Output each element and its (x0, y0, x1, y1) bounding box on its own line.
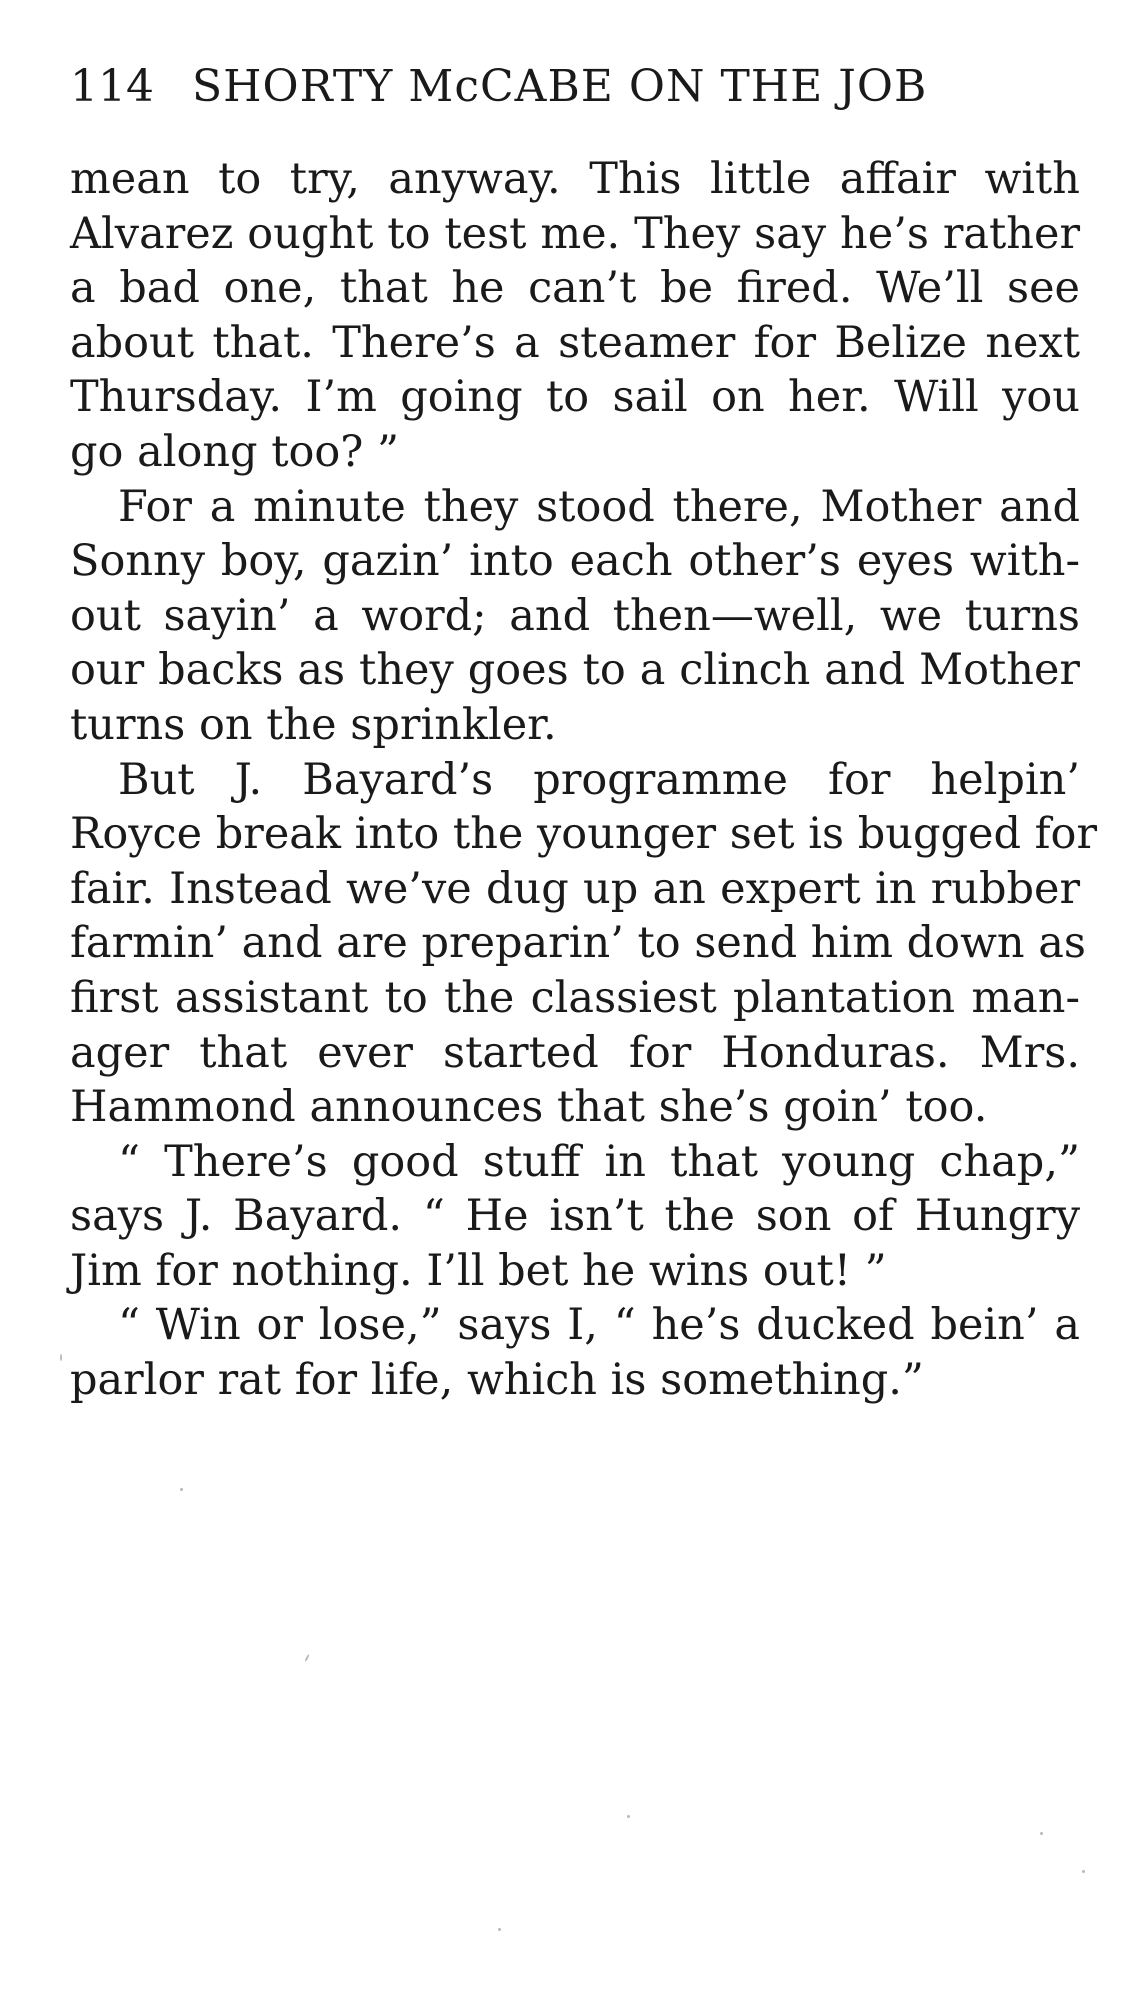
scan-speck (60, 1354, 62, 1361)
text-line: farmin’ and are preparin’ to send him down as (70, 918, 1086, 969)
text-line: Alvarez ought to test me. They say he’s rather (70, 208, 1080, 259)
text-line: first assistant to the classiest plantation man- (70, 972, 1080, 1023)
scan-speck (627, 1815, 630, 1818)
scan-speck (498, 1928, 501, 1931)
text-line: But J. Bayard’s programme for helpin’ (118, 754, 1080, 805)
text-line: go along too? ” (70, 426, 400, 477)
text-line: For a minute they stood there, Mother and (118, 481, 1080, 532)
text-line: ager that ever started for Honduras. Mrs. (70, 1027, 1080, 1078)
text-line: fair. Instead we’ve dug up an expert in rubber (70, 863, 1080, 914)
text-line: Hammond announces that she’s goin’ too. (70, 1082, 988, 1133)
scan-speck (304, 1654, 310, 1662)
text-line: Royce break into the younger set is bugged for (70, 809, 1098, 860)
text-line: Thursday. I’m going to sail on her. Will you (70, 372, 1080, 423)
text-line: out sayin’ a word; and then—well, we turns (70, 590, 1080, 641)
text-line: Jim for nothing. I’ll bet he wins out! ” (70, 1245, 887, 1296)
text-line: mean to try, anyway. This little affair with (70, 154, 1080, 204)
text-line: says J. Bayard. “ He isn’t the son of Hungry (70, 1191, 1080, 1242)
page-body (70, 152, 1098, 1408)
text-line: about that. There’s a steamer for Belize next (70, 317, 1080, 368)
running-title: SHORTY McCABE ON THE JOB (191, 61, 928, 112)
text-line: Sonny boy, gazin’ into each other’s eyes with- (70, 536, 1080, 587)
scan-speck (1082, 1870, 1085, 1873)
scan-speck (180, 1488, 183, 1491)
text-line: “ Win or lose,” says I, “ he’s ducked bein’ a (118, 1300, 1080, 1351)
scan-speck (1040, 1832, 1043, 1835)
text-line: our backs as they goes to a clinch and Mother (70, 645, 1080, 696)
text-line: turns on the sprinkler. (70, 699, 557, 750)
page-number: 114 (70, 61, 154, 112)
text-line: “ There’s good stuff in that young chap,” (118, 1136, 1080, 1187)
text-line: a bad one, that he can’t be fired. We’ll see (70, 263, 1080, 314)
text-line: parlor rat for life, which is something.” (70, 1355, 924, 1406)
running-header (70, 62, 1000, 112)
